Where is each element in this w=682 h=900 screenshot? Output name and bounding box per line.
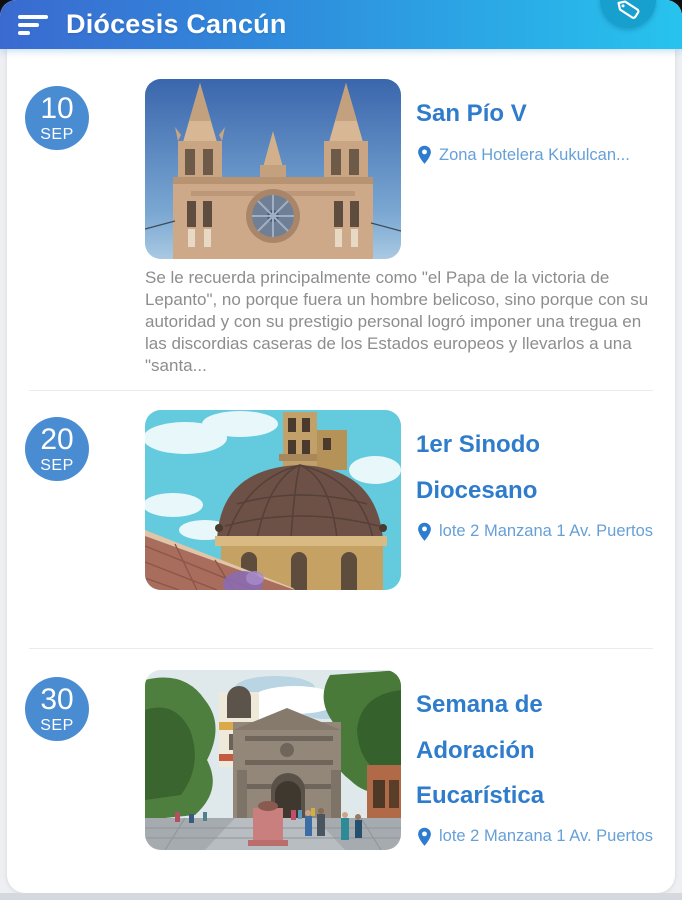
event-image-church-dome[interactable]	[145, 410, 401, 590]
date-day: 30	[40, 682, 74, 716]
event-location	[416, 827, 653, 847]
event-card[interactable]	[7, 410, 675, 590]
event-location-text: lote 2 Manzana 1 Av. Puertos	[439, 522, 654, 541]
event-image-gothic-cathedral[interactable]	[145, 79, 401, 259]
date-day: 10	[40, 91, 74, 125]
location-pin-icon	[416, 827, 433, 847]
event-location-text: lote 2 Manzana 1 Av. Puertos	[439, 827, 654, 846]
date-month: SEP	[40, 456, 74, 474]
sort-lines-icon[interactable]	[18, 13, 50, 39]
tag-action-button[interactable]	[600, 0, 656, 28]
divider	[29, 648, 653, 649]
event-location-text: Zona Hotelera Kukulcan...	[439, 145, 630, 164]
tag-icon	[613, 0, 644, 25]
header-bar	[0, 0, 682, 49]
event-location	[416, 522, 653, 542]
date-month: SEP	[40, 716, 74, 734]
date-badge	[25, 86, 89, 150]
event-description: Se le recuerda principalmente como "el Papa de la victoria de Lepanto", no porque fuera un hombre belicoso, sino porque con su autoridad y con su prestigio personal logró imponer una tregua en las discordias caseras de los Estados europeos y llevarlos a una "santa...	[145, 268, 649, 376]
event-card[interactable]	[7, 670, 675, 850]
date-month: SEP	[40, 125, 74, 143]
date-badge	[25, 677, 89, 741]
page-title: Diócesis Cancún	[66, 9, 287, 39]
event-location	[416, 145, 630, 165]
date-badge	[25, 417, 89, 481]
event-card[interactable]	[7, 79, 675, 377]
location-pin-icon	[416, 522, 433, 542]
bottom-inset-bar	[0, 893, 682, 900]
event-image-plaza-church[interactable]	[145, 670, 401, 850]
event-title: Semana de Adoración Eucarística	[416, 691, 545, 809]
divider	[29, 390, 653, 391]
event-title: 1er Sinodo Diocesano	[416, 431, 541, 504]
event-title: San Pío V	[416, 100, 527, 127]
date-day: 20	[40, 422, 74, 456]
location-pin-icon	[416, 145, 433, 165]
events-list	[7, 49, 675, 893]
